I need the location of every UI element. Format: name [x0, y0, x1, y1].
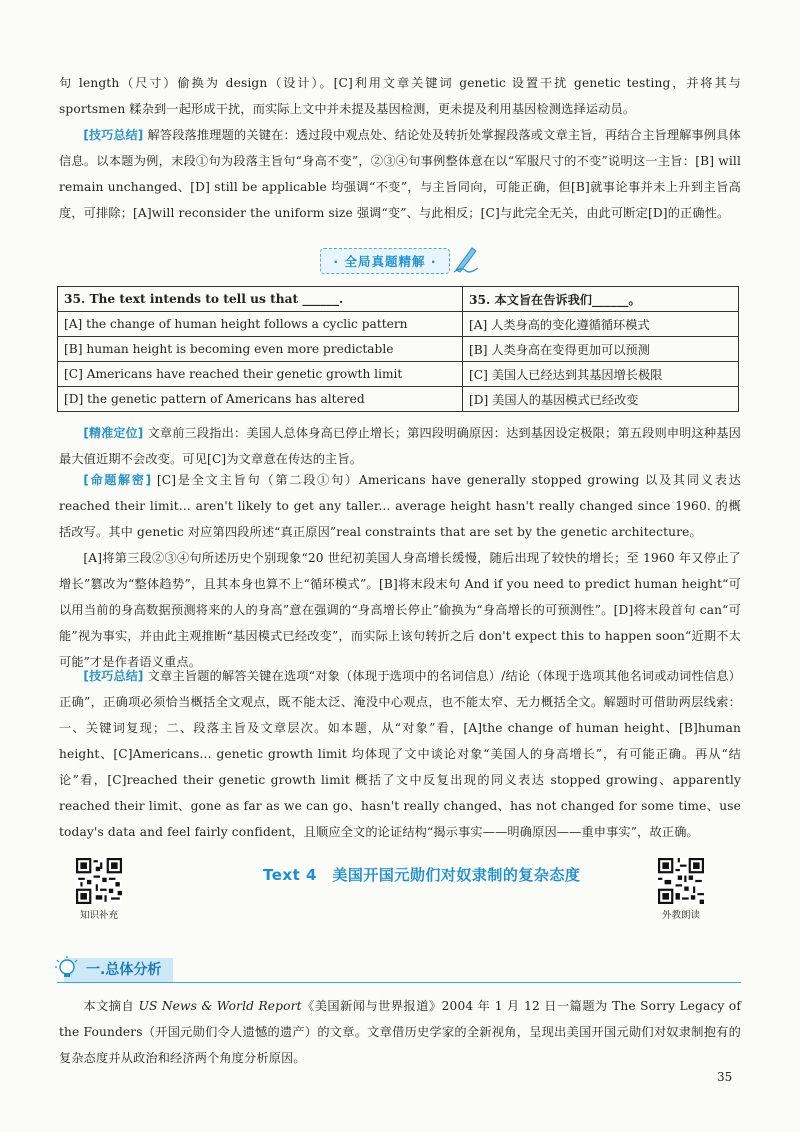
option-c-cn: [C] 美国人已经达到其基因增长极限 — [463, 362, 739, 387]
table-row — [58, 362, 739, 387]
option-b-en: [B] human height is becoming even more predictable — [58, 337, 463, 362]
option-a-cn: [A] 人类身高的变化遵循循环模式 — [463, 312, 739, 337]
text4-title: Text 4 美国开国元勋们对奴隶制的复杂态度 — [263, 866, 581, 884]
question-cn: 35. 本文旨在告诉我们______。 — [463, 287, 739, 312]
tips-text: 文章主旨题的解答关键在选项“对象（体现于选项中的名词信息）/结论（体现于选项其他名词或动词性信息）正确”，正确项必须恰当概括全文观点，既不能太泛、淹没中心观点，也不能太窄、无力概括全文。解题时可借助两层线索：一、关键词复现；二、段落主旨及文章层次。如本题，从“对象”看，[A]the change of human height、[B]human height、[C]Americans... genetic growth limit 均体现了文中谈论对象“美国人的身高增长”，有可能正确。再从“结论”看，[C]reached their genetic growth limit 概括了文中反复出现的同义表达 stopped growing、apparently reached their limit、gone as far as we can go、hasn't really changed、has not changed for some time、use today's data and feel fairly confident，且顺应全文的论证结构“揭示事实——明确原因——重申事实”，故正确。 — [59, 669, 741, 839]
section-banner: · 全局真题精解 · — [320, 248, 450, 274]
option-d-en: [D] the genetic pattern of Americans has altered — [58, 387, 463, 412]
precise-location — [59, 420, 741, 472]
table-row — [58, 387, 739, 412]
intro-pre: 本文摘自 — [83, 999, 139, 1013]
decode-text: [C]是全文主旨句（第二段①句）Americans have generally stopped growing 以及其同义表达 reached their limit... aren't likely to get any taller... average height hasn't really changed since 1960. 的概括改写。其中 genetic 对应第四段所述“真正原因”real constraints that are set by the genetic architecture。 — [59, 473, 742, 539]
tips-tag: [技巧总结] — [83, 669, 144, 683]
pen-icon — [452, 244, 480, 274]
table-header-row — [58, 287, 739, 312]
tips-tag: [技巧总结] — [83, 128, 144, 142]
qr-code-reading[interactable] — [658, 858, 704, 904]
option-d-cn: [D] 美国人的基因模式已经改变 — [463, 387, 739, 412]
page-number: 35 — [717, 1070, 733, 1084]
intro-paragraph — [59, 993, 741, 1071]
tips-summary-2 — [59, 663, 741, 845]
paragraph-analysis-end: 句 length（尺寸）偷换为 design（设计）。[C]利用文章关键词 genetic 设置干扰 genetic testing，并将其与 sportsmen 糅杂到一起形成干扰，而实际上文中并未提及基因检测，更未提及利用基因检测选择运动员。 — [59, 76, 741, 116]
question-decode — [59, 467, 741, 545]
table-row — [58, 337, 739, 362]
option-a-en: [A] the change of human height follows a cyclic pattern — [58, 312, 463, 337]
table-row — [58, 312, 739, 337]
option-c-en: [C] Americans have reached their genetic growth limit — [58, 362, 463, 387]
intro-post: 《美国新闻与世界报道》2004 年 1 月 12 日一篇题为 The Sorry Legacy of the Founders（开国元勋们令人遗憾的遗产）的文章。文章借历史学家的全新视角，呈现出美国开国元勋们对奴隶制抱有的复杂态度并从政治和经济两个角度分析原因。 — [59, 999, 741, 1065]
qr-code-knowledge[interactable] — [76, 858, 122, 904]
lightbulb-icon — [54, 955, 80, 983]
distractor-analysis: [A]将第三段②③④句所述历史个别现象“20 世纪初美国人身高增长缓慢，随后出现了较快的增长；至 1960 年又停止了增长”篡改为“整体趋势”，且其本身也算不上“循环模式”。[B]将末段末句 And if you need to predict human height“可以用当前的身高数据预测将来的人的身高”意在强调的“身高增长停止”偷换为“身高增长的可预测性”。[D]将末段首句 can“可能”视为事实，并由此主观推断“基因模式已经改变”，而实际上该句转折之后 don't expect this to happen soon“近期不太可能”才是作者语义重点。 — [59, 551, 741, 669]
intro-source: US News & World Report — [138, 999, 302, 1013]
locate-text: 文章前三段指出：美国人总体身高已停止增长；第四段明确原因：达到基因设定极限；第五段则申明这种基因最大值近期不会改变。可见[C]为文章意在传达的主旨。 — [59, 426, 741, 466]
tips-text: 解答段落推理题的关键在：透过段中观点处、结论处及转折处掌握段落或文章主旨，再结合主旨理解事例具体信息。以本题为例，末段①句为段落主旨句“身高不变”，②③④句事例整体意在以“军服尺寸的不变”说明这一主旨：[B] will remain unchanged、[D] still be applicable 均强调“不变”，与主旨同向，可能正确，但[B]就事论事并未上升到主旨高度，可排除；[A]will reconsider the uniform size 强调“变”、与此相反；[C]与此完全无关，由此可断定[D]的正确性。 — [59, 128, 741, 220]
locate-tag: [精准定位] — [83, 426, 144, 440]
section-title: 一.总体分析 — [64, 958, 173, 982]
option-b-cn: [B] 人类身高在变得更加可以预测 — [463, 337, 739, 362]
decode-tag: [命题解密] — [83, 473, 152, 487]
qr-label-reading: 外教朗读 — [661, 910, 700, 921]
question-table — [57, 286, 739, 412]
tips-summary-1 — [59, 122, 741, 226]
question-en: 35. The text intends to tell us that ______. — [58, 287, 463, 312]
qr-label-knowledge: 知识补充 — [79, 910, 118, 921]
